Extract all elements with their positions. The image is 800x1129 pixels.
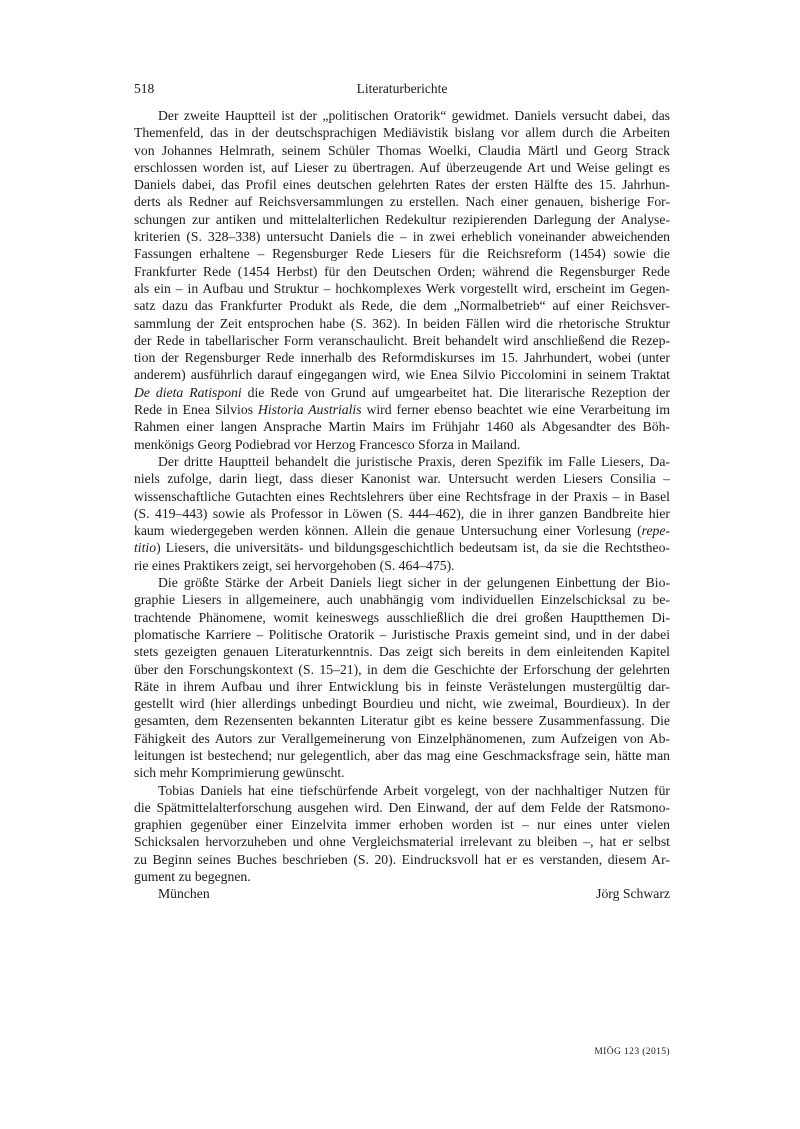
text-line [134, 211, 670, 228]
text-segment: graphie Liesers in allgemeinere, auch unabhängig vom individuellen Einzelschicksal zu be- [134, 592, 670, 608]
text-line [134, 833, 670, 850]
text-segment: Rede in Enea Silvios [134, 402, 258, 418]
text-line [134, 799, 670, 816]
text-segment: kriterien (S. 328–338) untersucht Daniels die – in zwei erheblich voneinander abweichenden [134, 229, 670, 245]
text-line [134, 228, 670, 245]
text-segment: derts als Redner auf Reichsversammlungen zu erstellen. Nach einer genauen, bisherige For- [134, 194, 670, 210]
text-segment: kaum wiedergegeben werden können. Allein die genaue Untersuchung einer Vorlesung ( [134, 523, 642, 539]
text-segment: zu Beginn seines Buches beschrieben (S. 20). Eindrucksvoll hat er es verstanden, diesem Ar- [134, 851, 670, 867]
page-number: 518 [134, 81, 155, 96]
journal-footer: MIÖG 123 (2015) [594, 1047, 670, 1057]
signature-place: München [158, 886, 210, 902]
signature-line [134, 885, 670, 902]
text-segment: Die größte Stärke der Arbeit Daniels liegt sicher in der gelungenen Einbettung der Bio- [158, 575, 670, 591]
text-segment: trachtende Phänomene, womit keineswegs ausschließlich die drei großen Hauptthemen Di- [134, 609, 670, 625]
text-segment: gestellt wird (hier allerdings unbedingt Bourdieu und nicht, wie zweimal, Bourdieux). In der [134, 696, 670, 712]
text-line [134, 661, 670, 678]
text-line [134, 315, 670, 332]
text-segment: Fähigkeit des Autors zur Verallgemeinerung von Einzelphänomenen, zum Aufzeigen von Ab- [134, 730, 670, 746]
text-segment: Schicksalen hervorzuheben und ohne Vergleichsmaterial irrelevant zu bleiben –, hat er selbst [134, 834, 670, 850]
text-segment: leitungen ist bestechend; nur gelegentlich, aber das mag eine Geschmacksfrage sein, hätte man [134, 747, 670, 763]
paragraph [134, 782, 670, 886]
page-header [134, 79, 670, 99]
text-line [134, 557, 670, 574]
text-line [134, 124, 670, 141]
text-segment: die Rede von Grund auf umgearbeitet hat. Die literarische Rezeption der [241, 384, 670, 400]
running-title: Literaturberichte [356, 81, 448, 96]
text-line [134, 626, 670, 643]
text-segment: wissenschaftliche Gutachten eines Rechtslehrers über eine Rechtsfrage in der Praxis – in Basel [134, 488, 670, 504]
text-segment: Tobias Daniels hat eine tiefschürfende Arbeit vorgelegt, von der nachhaltiger Nutzen für [158, 782, 670, 798]
text-segment: die Spätmittelalterforschung ausgehen wird. Den Einwand, der auf dem Felde der Ratsmono- [134, 799, 670, 815]
text-line [134, 505, 670, 522]
text-segment: (S. 419–443) sowie als Professor in Löwen (S. 444–462), die in ihrer ganzen Bandbreite hier [134, 505, 670, 521]
text-segment: Der zweite Hauptteil ist der „politischen Oratorik“ gewidmet. Daniels versucht dabei, das [158, 108, 670, 123]
text-line [134, 868, 670, 885]
text-line [134, 488, 670, 505]
italic-title: Historia Austrialis [257, 402, 362, 418]
text-segment: graphien gegenüber einer Einzelvita immer erhoben worden ist – nur eines unter vielen [134, 817, 670, 833]
paragraph [134, 107, 670, 453]
text-segment: plomatische Karriere – Politische Oratorik – Juristische Praxis gemeint sind, und in der dabei [134, 626, 670, 642]
text-segment: satz dazu das Frankfurter Produkt als Rede, die dem „Normalbetrieb“ auf einer Reichsver- [134, 298, 670, 314]
text-line [134, 436, 670, 453]
text-line [134, 142, 670, 159]
text-segment: Rahmen einer langen Ansprache Martin Mairs im Frühjahr 1460 als Abgesandter des Böh- [134, 419, 670, 435]
text-segment: Frankfurter Rede (1454 Herbst) für den Deutschen Orden; während die Regensburger Rede [134, 263, 670, 279]
text-line [134, 176, 670, 193]
text-line [134, 574, 670, 591]
text-line [134, 245, 670, 262]
text-line [134, 193, 670, 210]
text-segment: erschlossen worden ist, auf Lieser zu übertragen. Auf überzeugende Art und Weise gelingt es [134, 159, 670, 175]
text-segment: gument zu begegnen. [134, 869, 251, 885]
text-segment: sammlung der Zeit entsprochen habe (S. 362). In beiden Fällen wird die rhetorische Struktur [134, 315, 670, 331]
paragraph [134, 453, 670, 574]
text-line [134, 453, 670, 470]
text-segment: niels zufolge, darin liegt, dass dieser Kanonist war. Untersucht werden Liesers Consilia – [134, 471, 670, 487]
text-line [134, 280, 670, 297]
review-body [134, 107, 670, 903]
text-line [134, 349, 670, 366]
text-line [134, 401, 670, 418]
text-line [134, 263, 670, 280]
text-line [134, 730, 670, 747]
text-segment: Themenfeld, das in der deutschsprachigen Mediävistik bislang vor allem durch die Arbeiten [134, 125, 670, 141]
text-line [134, 384, 670, 401]
text-segment: Der dritte Hauptteil behandelt die juristische Praxis, deren Spezifik im Falle Liesers, Da- [158, 453, 670, 469]
text-segment: ) Liesers, die universitäts- und bildungsgeschichtlich bedeutsam ist, da sie die Rechtstheo- [156, 540, 670, 556]
text-segment: als ein – in Aufbau und Struktur – hochkomplexes Werk vorgestellt wird, erscheint im Gegen- [134, 280, 670, 296]
italic-title: repe- [641, 523, 670, 539]
text-line [134, 678, 670, 695]
paragraph [134, 574, 670, 782]
text-line [134, 332, 670, 349]
text-line [134, 643, 670, 660]
text-segment: Fassungen erhaltene – Regensburger Rede Liesers für die Reichsreform (1454) sowie die [134, 246, 670, 262]
text-line [134, 816, 670, 833]
text-line [134, 539, 670, 556]
signature-author: Jörg Schwarz [596, 886, 670, 902]
text-segment: von Johannes Helmrath, seinem Schüler Thomas Woelki, Claudia Märtl und Georg Strack [134, 142, 670, 158]
text-line [134, 609, 670, 626]
text-line [134, 591, 670, 608]
text-line [134, 851, 670, 868]
text-line [134, 470, 670, 487]
text-segment: rie eines Praktikers zeigt, sei hervorgehoben (S. 464–475). [134, 557, 455, 573]
text-segment: gesamten, dem Rezensenten bekannten Literatur gibt es keine bessere Zusammenfassung. Die [134, 713, 670, 729]
text-segment: sich mehr Komprimierung gewünscht. [134, 765, 345, 781]
text-segment: stets gezeigten genauen Literaturkenntnis. Das zeigt sich bereits in dem einleitenden Kapitel [134, 644, 670, 660]
text-segment: über den Forschungskontext (S. 15–21), in dem die Geschichte der Erforschung der gelehrten [134, 661, 670, 677]
text-line [134, 366, 670, 383]
text-line [134, 764, 670, 781]
text-segment: der Rede in tabellarischer Form veranschaulicht. Breit behandelt wird anschließend die Rezep- [134, 332, 670, 348]
italic-title: De dieta Ratisponi [134, 384, 242, 400]
text-segment: Räte in ihrem Aufbau und ihrer Entwicklung bis in feinste Verästelungen mustergültig dar- [134, 678, 670, 694]
text-line [134, 297, 670, 314]
text-segment: Daniels dabei, das Profil eines deutschen gelehrten Rates der ersten Hälfte des 15. Jahrhun- [134, 177, 670, 193]
italic-title: titio [134, 540, 157, 556]
text-line [134, 107, 670, 124]
text-segment: schungen zur antiken und mittelalterlichen Redekultur rezipierenden Darlegung der Analyse- [134, 211, 670, 227]
text-line [134, 695, 670, 712]
text-line [134, 159, 670, 176]
text-line [134, 712, 670, 729]
text-segment: anderem) ausführlich darauf eingegangen wird, wie Enea Silvio Piccolomini in seinem Traktat [134, 367, 670, 383]
text-line [134, 747, 670, 764]
text-line [134, 522, 670, 539]
text-segment: wird ferner ebenso beachtet wie eine Verarbeitung im [361, 402, 670, 418]
text-segment: tion der Regensburger Rede innerhalb des Reformdiskurses im 15. Jahrhundert, wobei (unter [134, 350, 670, 366]
text-line [134, 782, 670, 799]
text-segment: menkönigs Georg Podiebrad vor Herzog Francesco Sforza in Mailand. [134, 436, 521, 452]
text-line [134, 418, 670, 435]
